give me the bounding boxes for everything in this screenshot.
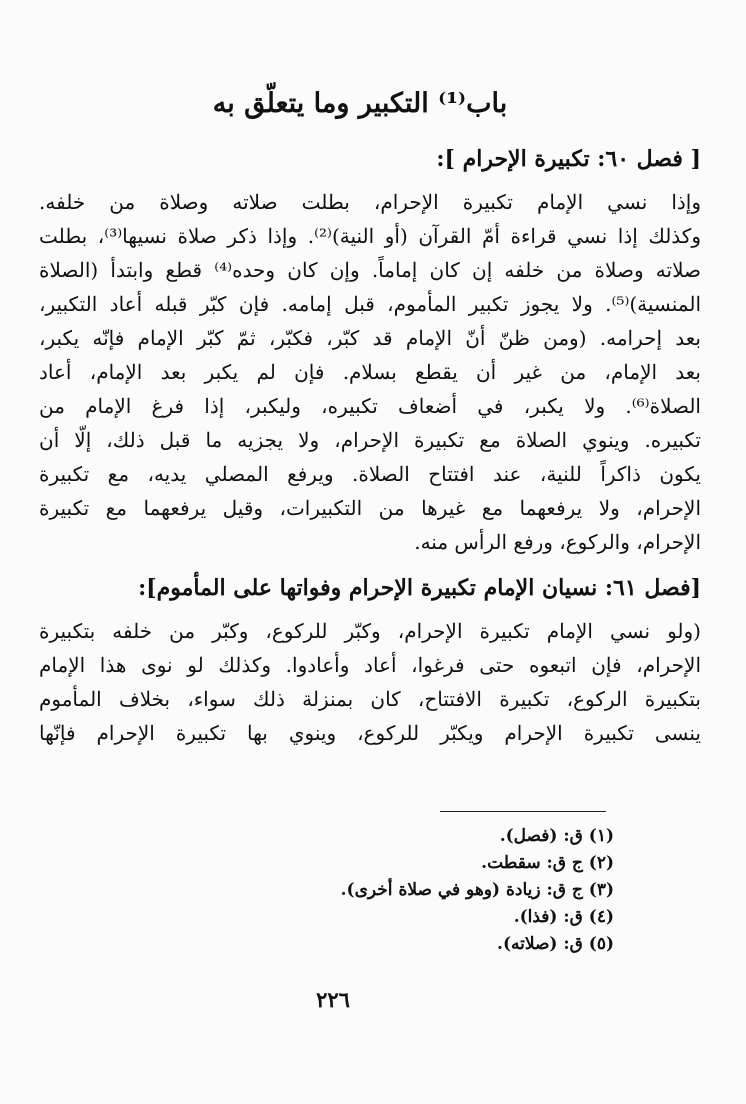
footnote: (٥) ق: (صلاته). xyxy=(497,934,614,954)
footnote: (٢) ج ق: سقطت. xyxy=(481,853,614,873)
text-line: الإحرام، فإن اتبعوه حتى فرغوا، أعاد وأعادوا. وكذلك لو نوى هذا الإمام xyxy=(39,653,701,677)
text-line: يكون ذاكراً للنية، عند افتتاح الصلاة. ويرفع المصلي يديه، مع تكبيرة xyxy=(39,462,701,486)
text-line: الصلاة⁽⁶⁾. ولا يكبر، في أضعاف تكبيره، وليكبر، إذا فرغ الإمام من xyxy=(39,394,701,418)
section-60-paragraph xyxy=(39,185,701,559)
footnote: (١) ق: (فصل). xyxy=(499,826,614,846)
footnote: (٣) ج ق: زيادة (وهو في صلاة أخرى). xyxy=(340,880,614,900)
text-line: وكذلك إذا نسي قراءة أمّ القرآن (أو النية)⁽²⁾. وإذا ذكر صلاة نسيها⁽³⁾، بطلت xyxy=(39,224,701,248)
text-line: (ولو نسي الإمام تكبيرة الإحرام، وكبّر للركوع، وكبّر من خلفه بتكبيرة xyxy=(39,619,701,643)
text-line: الإحرام، ولا يرفعهما مع غيرها من التكبيرات، وقيل يرفعهما مع تكبيرة xyxy=(39,496,701,520)
text-line: المنسية)⁽⁵⁾. ولا يجوز تكبير المأموم، قبل إمامه. فإن كبّر قبله أعاد التكبير، xyxy=(39,292,701,316)
text-line: صلاته وصلاة من خلفه إن كان إماماً. وإن كان وحده⁽⁴⁾ قطع وابتدأ (الصلاة xyxy=(39,258,701,282)
footnotes xyxy=(194,823,614,958)
text-line: تكبيره. وينوي الصلاة مع تكبيرة الإحرام، ولا يجزيه ما قبل ذلك، إلّا أن xyxy=(39,428,701,452)
section-heading-61: [فصل ٦١: نسيان الإمام تكبيرة الإحرام وفواتها على المأموم]: xyxy=(138,575,701,601)
section-61-paragraph xyxy=(39,614,701,750)
text-line: ينسى تكبيرة الإحرام ويكبّر للركوع، وينوي بها تكبيرة الإحرام فإنّها xyxy=(39,721,701,745)
page-number: ٢٢٦ xyxy=(316,987,350,1012)
text-line: وإذا نسي الإمام تكبيرة الإحرام، بطلت صلاته وصلاة من خلفه. xyxy=(39,190,701,214)
text-line: بتكبيرة الركوع، تكبيرة الافتتاح، كان بمنزلة ذلك سواء، بخلاف المأموم xyxy=(39,687,701,711)
footnote: (٤) ق: (فذا). xyxy=(513,907,614,927)
footnote-divider xyxy=(440,811,606,812)
text-line: بعد إحرامه. (ومن ظنّ أنّ الإمام قد كبّر، فكبّر، ثمّ كبّر الإمام فإنّه يكبر، xyxy=(39,326,701,350)
section-heading-60: [ فصل ٦٠: تكبيرة الإحرام ]: xyxy=(436,146,701,172)
chapter-title: باب⁽¹⁾ التكبير وما يتعلّق به xyxy=(212,88,508,119)
text-line: الإحرام، والركوع، ورفع الرأس منه. xyxy=(414,530,701,554)
text-line: بعد الإمام، من غير أن يقطع بسلام. فإن لم يكبر بعد الإمام، أعاد xyxy=(39,360,701,384)
